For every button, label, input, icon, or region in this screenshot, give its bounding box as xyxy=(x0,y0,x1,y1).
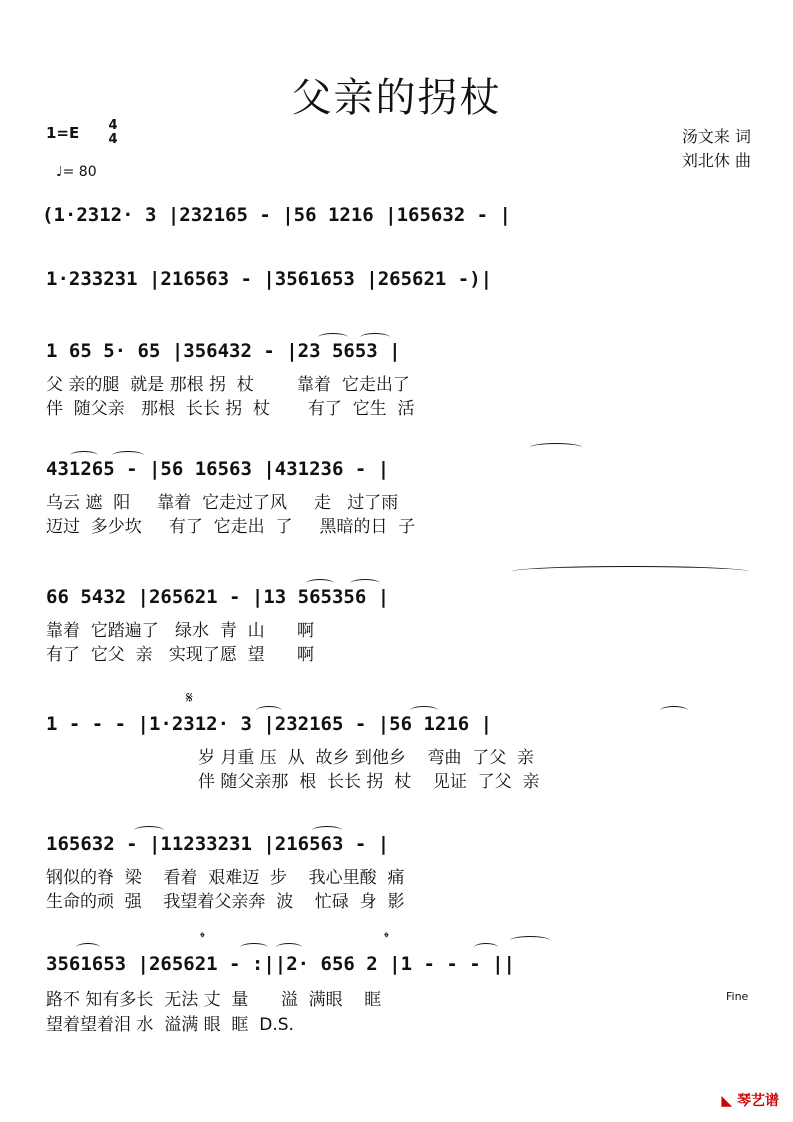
lyric-row-8-verse-1: 路不 知有多长 无法 丈 量 溢 满眼 眶 xyxy=(46,990,382,1010)
meter-bottom: 4 xyxy=(108,132,118,147)
lyric-row-5-verse-1: 靠着 它踏遍了 绿水 青 山 啊 xyxy=(46,621,315,641)
composer-credit: 刘北休 曲 xyxy=(681,151,751,170)
slur-mark xyxy=(76,943,100,952)
lyric-row-4-verse-2: 迈过 多少坎 有了 它走出 了 黑暗的日 子 xyxy=(46,517,416,537)
key-signature: 1=E xyxy=(46,124,80,142)
lyric-row-4-verse-1: 乌云 遮 阳 靠着 它走过了风 走 过了雨 xyxy=(46,493,399,513)
slur-mark xyxy=(474,943,498,952)
tempo-marking xyxy=(56,164,97,180)
slur-mark xyxy=(510,936,550,945)
lyric-row-7-verse-1: 钢似的脊 梁 看着 艰难迈 步 我心里酸 痛 xyxy=(46,868,405,888)
segno-icon: 𝄋 xyxy=(186,688,193,707)
slur-mark xyxy=(660,706,688,715)
coda-icon: 𝄌 xyxy=(384,930,389,946)
lyricist-credit: 汤文来 词 xyxy=(681,127,751,146)
meter-top: 4 xyxy=(108,118,118,133)
slur-mark xyxy=(240,943,268,952)
notation-row-7: 165632 - |11233231 |216563 - | xyxy=(46,833,390,855)
lyric-row-7-verse-2: 生命的顽 强 我望着父亲奔 波 忙碌 身 影 xyxy=(46,892,405,912)
song-title: 父亲的拐杖 xyxy=(291,75,502,121)
lyric-row-3-verse-2: 伴 随父亲 那根 长长 拐 杖 有了 它生 活 xyxy=(46,399,415,419)
notation-row-2: 1·233231 |216563 - |3561653 |265621 -)| xyxy=(46,268,493,290)
lyric-row-6-verse-1: 岁 月重 压 从 故乡 到他乡 弯曲 了父 亲 xyxy=(198,748,535,768)
long-slur-mark xyxy=(512,566,748,577)
notation-row-6: 1 - - - |1·2312· 3 |232165 - |56 1216 | xyxy=(46,713,493,735)
slur-mark xyxy=(276,943,302,952)
notation-row-8: 3561653 |265621 - :||2· 656 2 |1 - - - || xyxy=(46,953,515,975)
lyric-row-8-verse-2: 望着望着泪 水 溢满 眼 眶 D.S. xyxy=(46,1015,294,1035)
lyric-row-6-verse-2: 伴 随父亲那 根 长长 拐 杖 见证 了父 亲 xyxy=(198,772,540,792)
notation-row-1: (1·2312· 3 |232165 - |56 1216 |165632 - | xyxy=(42,204,511,226)
time-signature xyxy=(106,119,120,147)
quarter-note-icon: ♩ xyxy=(56,164,63,180)
logo-text: 琴艺谱 xyxy=(737,1093,779,1109)
lyric-row-5-verse-2: 有了 它父 亲 实现了愿 望 啊 xyxy=(46,645,315,665)
notation-row-4: 431265 - |56 16563 |431236 - | xyxy=(46,458,390,480)
slur-mark xyxy=(530,443,582,452)
coda-icon: 𝄌 xyxy=(200,930,205,946)
lyric-row-3-verse-1: 父 亲的腿 就是 那根 拐 杖 靠着 它走出了 xyxy=(46,375,410,395)
notation-row-3: 1 65 5· 65 |356432 - |23 5653 | xyxy=(46,340,401,362)
logo-icon: ◣ xyxy=(721,1093,733,1109)
notation-row-5: 66 5432 |265621 - |13 565356 | xyxy=(46,586,390,608)
tempo-value: = 80 xyxy=(62,164,97,180)
site-logo xyxy=(721,1090,779,1110)
fine-marking: Fine xyxy=(726,990,749,1003)
